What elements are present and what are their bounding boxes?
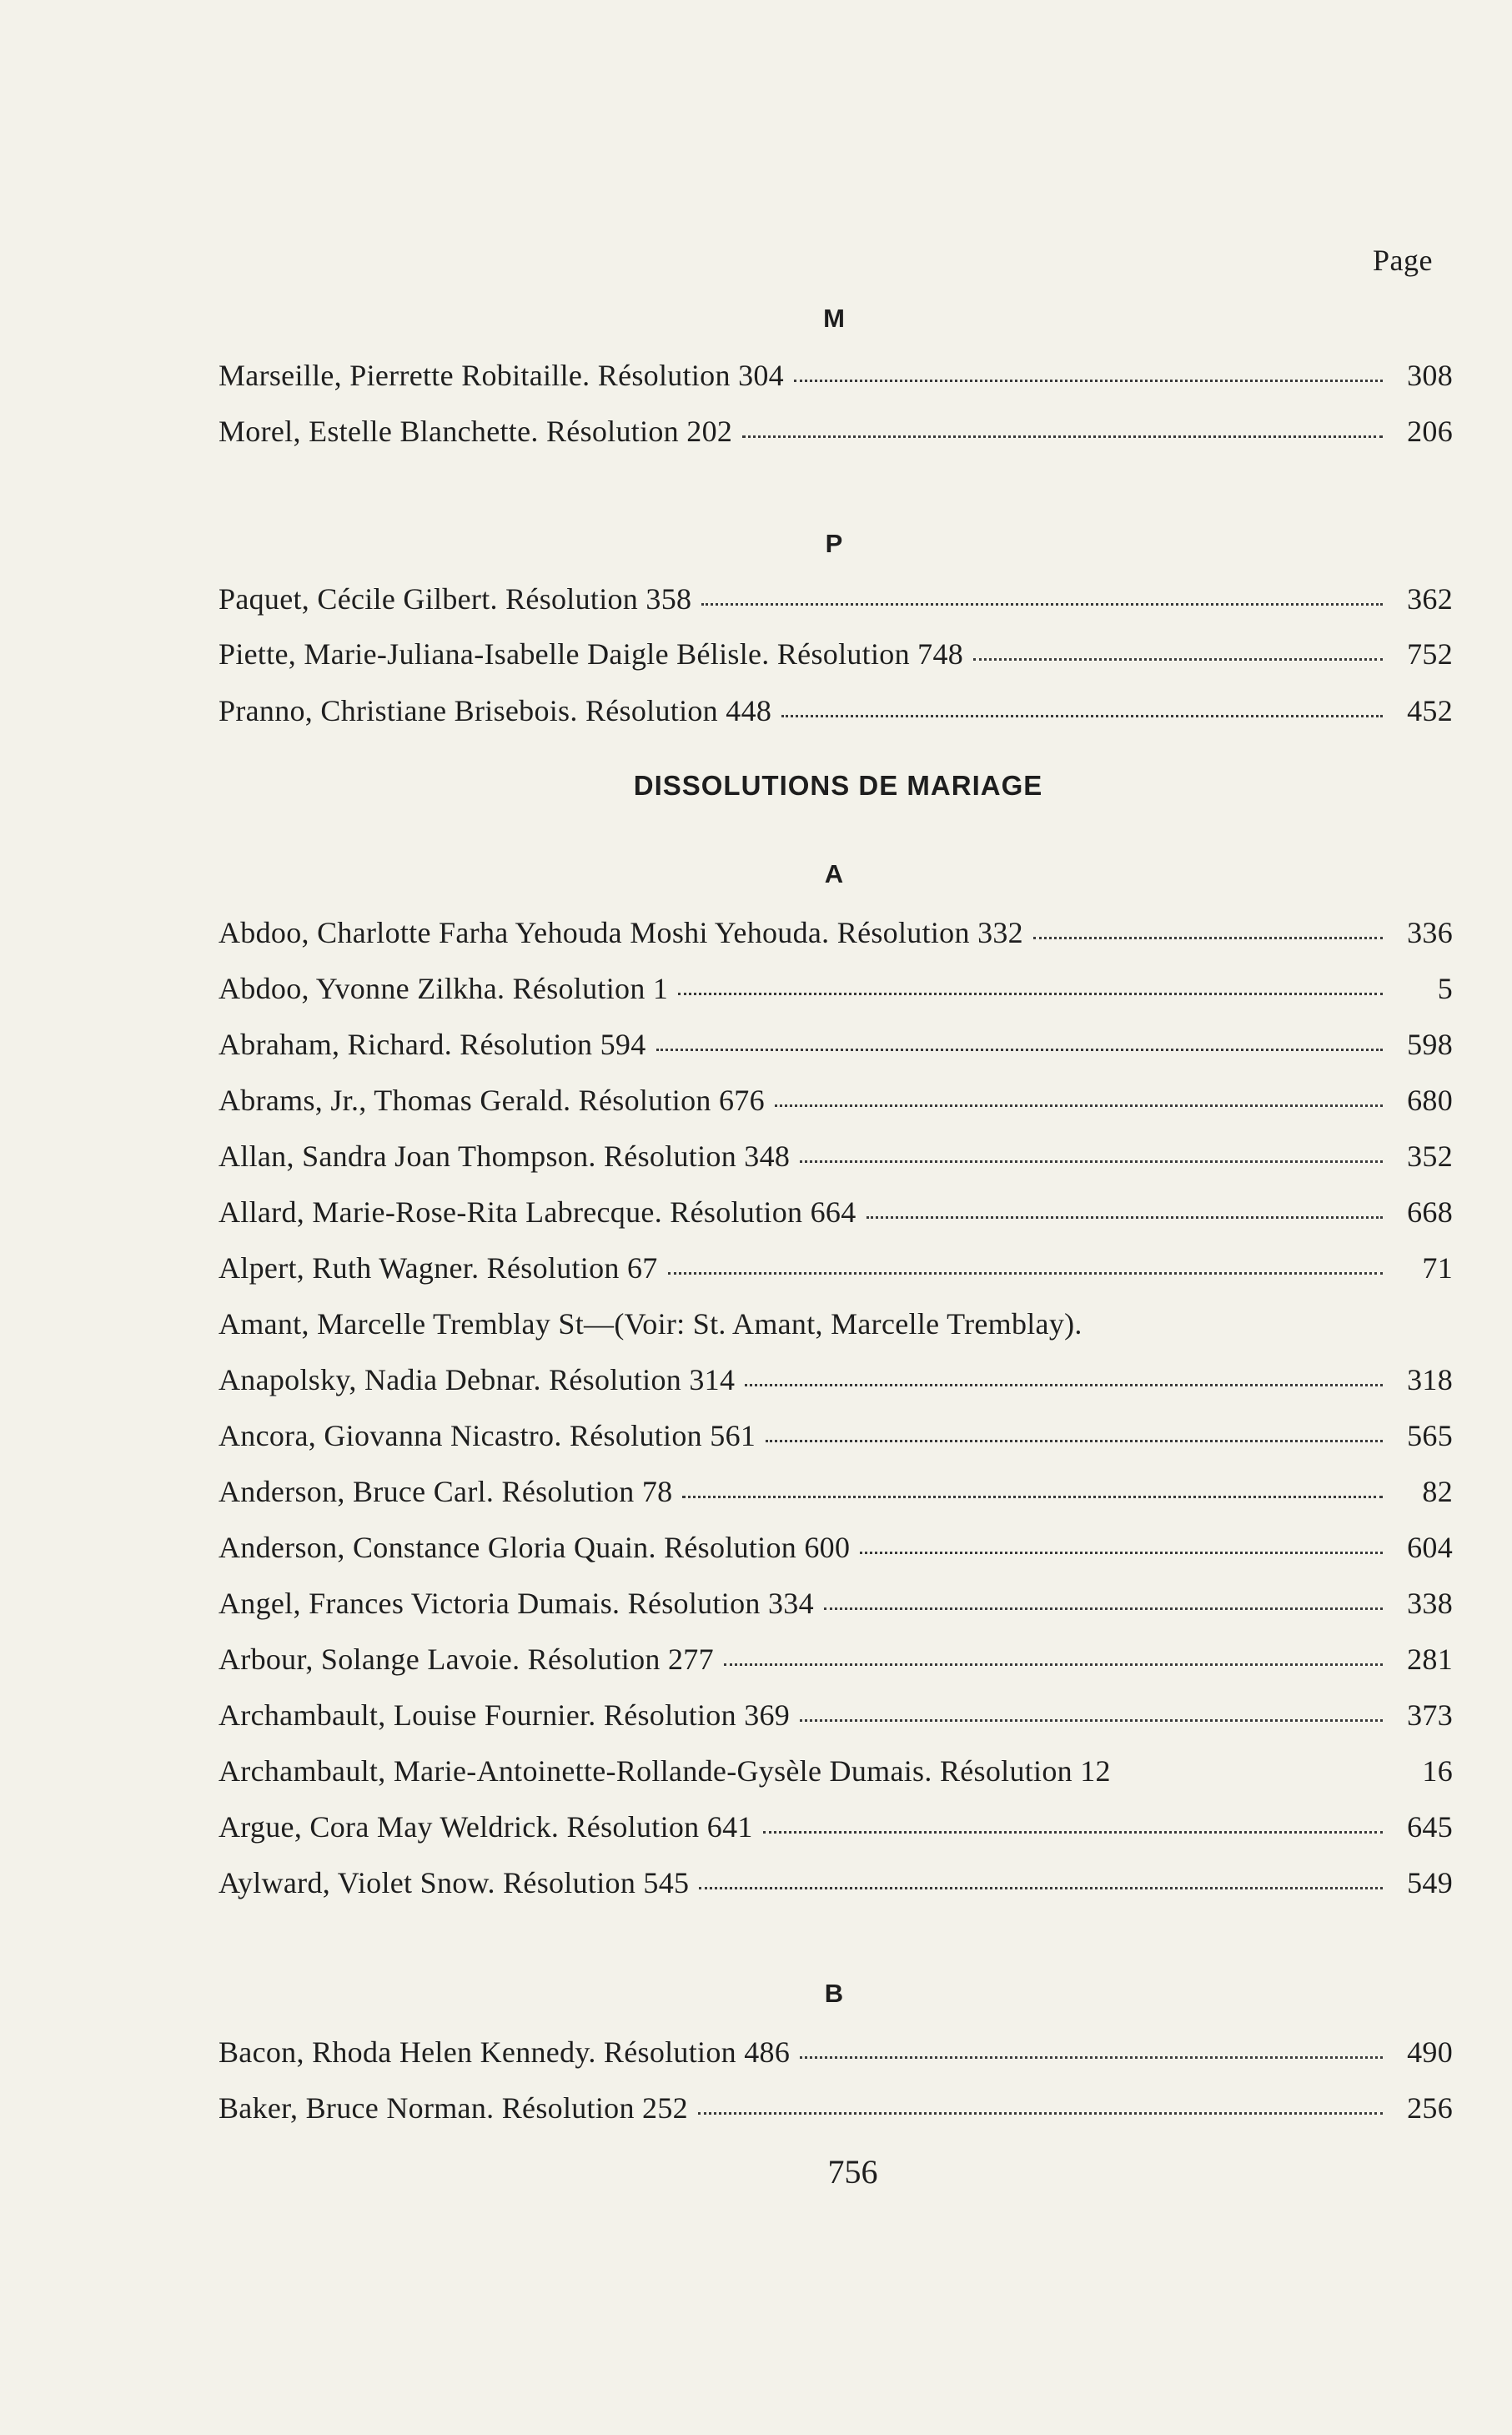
entry-name: Amant, Marcelle Tremblay St—(Voir: St. Amant, Marcelle Tremblay). [219, 1307, 1083, 1341]
entry-page-number: 71 [1422, 1251, 1453, 1285]
dot-leader [781, 715, 1383, 717]
entry-name: Arbour, Solange Lavoie. Résolution 277 [219, 1643, 714, 1676]
entry-name: Marseille, Pierrette Robitaille. Résolution 304 [219, 359, 784, 392]
index-entry [219, 1019, 1453, 1069]
dot-leader [775, 1104, 1383, 1107]
dot-leader [973, 658, 1383, 661]
dot-leader [800, 1160, 1383, 1163]
dot-leader [656, 1049, 1383, 1051]
entry-page-number: 5 [1437, 972, 1453, 1005]
dot-leader [763, 1831, 1383, 1834]
section-letter-p: P [825, 529, 843, 558]
dot-leader [1033, 937, 1383, 939]
entry-name: Allard, Marie-Rose-Rita Labrecque. Résolution 664 [219, 1195, 856, 1229]
dot-leader [668, 1272, 1383, 1275]
index-entry [219, 1858, 1453, 1908]
entry-name: Paquet, Cécile Gilbert. Résolution 358 [219, 582, 692, 616]
entry-page-number: 256 [1407, 2091, 1453, 2125]
index-entry [219, 406, 1453, 456]
entry-page-number: 490 [1407, 2035, 1453, 2069]
dot-leader [745, 1384, 1383, 1386]
entry-page-number: 604 [1407, 1531, 1453, 1564]
dot-leader [682, 1496, 1383, 1498]
dot-leader [860, 1552, 1383, 1554]
entry-page-number: 565 [1407, 1419, 1453, 1452]
index-entry [219, 1634, 1453, 1684]
index-entry [219, 963, 1453, 1014]
section-letter-a: A [824, 859, 844, 888]
entry-name: Abraham, Richard. Résolution 594 [219, 1028, 646, 1061]
index-entry [219, 629, 1453, 679]
dot-leader [800, 1719, 1383, 1722]
entry-name: Abdoo, Charlotte Farha Yehouda Moshi Yehouda. Résolution 332 [219, 916, 1023, 949]
entry-name: Anderson, Bruce Carl. Résolution 78 [219, 1475, 673, 1508]
index-entry [219, 1075, 1453, 1125]
dot-leader [800, 2056, 1383, 2059]
dot-leader [698, 2112, 1383, 2115]
entry-name: Piette, Marie-Juliana-Isabelle Daigle Bélisle. Résolution 748 [219, 637, 964, 671]
index-entry [219, 1467, 1453, 1517]
index-entry [219, 2027, 1453, 2077]
entry-page-number: 338 [1407, 1587, 1453, 1620]
entry-page-number: 362 [1407, 582, 1453, 616]
index-entry [219, 1131, 1453, 1181]
entry-page-number: 308 [1407, 359, 1453, 392]
entry-page-number: 752 [1407, 637, 1453, 671]
dot-leader [678, 993, 1383, 995]
index-entry [219, 1746, 1453, 1796]
index-entry [219, 908, 1453, 958]
index-cross-reference [219, 1299, 1453, 1349]
entry-name: Bacon, Rhoda Helen Kennedy. Résolution 486 [219, 2035, 791, 2069]
entry-name: Argue, Cora May Weldrick. Résolution 641 [219, 1810, 753, 1844]
entry-page-number: 680 [1407, 1084, 1453, 1117]
index-entry [219, 1187, 1453, 1237]
entry-name: Archambault, Marie-Antoinette-Rollande-Gysèle Dumais. Résolution 12 [219, 1754, 1111, 1788]
entry-name: Anapolsky, Nadia Debnar. Résolution 314 [219, 1363, 736, 1396]
entry-name: Morel, Estelle Blanchette. Résolution 202 [219, 415, 733, 448]
entry-name: Aylward, Violet Snow. Résolution 545 [219, 1866, 690, 1899]
entry-name: Pranno, Christiane Brisebois. Résolution 448 [219, 694, 772, 727]
index-entry [219, 1411, 1453, 1461]
index-entry [219, 350, 1453, 400]
dot-leader [824, 1607, 1383, 1610]
dot-leader [742, 435, 1383, 438]
section-letter-b: B [824, 1979, 844, 2008]
entry-page-number: 549 [1407, 1866, 1453, 1899]
index-entry [219, 1243, 1453, 1293]
entry-name: Abdoo, Yvonne Zilkha. Résolution 1 [219, 972, 669, 1005]
entry-page-number: 82 [1422, 1475, 1453, 1508]
dot-leader [867, 1216, 1384, 1219]
dot-leader [794, 380, 1383, 382]
entry-page-number: 16 [1422, 1754, 1453, 1788]
entry-name: Angel, Frances Victoria Dumais. Résolution 334 [219, 1587, 814, 1620]
entry-page-number: 373 [1407, 1698, 1453, 1732]
entry-page-number: 452 [1407, 694, 1453, 727]
entry-name: Alpert, Ruth Wagner. Résolution 67 [219, 1251, 658, 1285]
entry-page-number: 598 [1407, 1028, 1453, 1061]
index-entry [219, 1690, 1453, 1740]
entry-name: Archambault, Louise Fournier. Résolution 369 [219, 1698, 791, 1732]
entry-name: Abrams, Jr., Thomas Gerald. Résolution 676 [219, 1084, 765, 1117]
index-entry [219, 2083, 1453, 2133]
index-entry [219, 1522, 1453, 1572]
entry-name: Ancora, Giovanna Nicastro. Résolution 561 [219, 1419, 756, 1452]
entry-name: Anderson, Constance Gloria Quain. Résolution 600 [219, 1531, 851, 1564]
entry-page-number: 668 [1407, 1195, 1453, 1229]
section-letter-m: M [823, 304, 845, 333]
dot-leader [724, 1663, 1383, 1666]
entry-page-number: 645 [1407, 1810, 1453, 1844]
entry-page-number: 336 [1407, 916, 1453, 949]
page-column-label: Page [1373, 244, 1433, 277]
entry-page-number: 281 [1407, 1643, 1453, 1676]
index-entry [219, 574, 1453, 624]
index-entry [219, 1802, 1453, 1852]
dot-leader [766, 1440, 1383, 1442]
dot-leader [699, 1887, 1383, 1889]
dot-leader [701, 603, 1383, 606]
entry-page-number: 318 [1407, 1363, 1453, 1396]
entry-name: Allan, Sandra Joan Thompson. Résolution 348 [219, 1140, 791, 1173]
page-number: 756 [827, 2153, 878, 2191]
section-heading-dissolutions: DISSOLUTIONS DE MARIAGE [633, 770, 1043, 801]
index-entry [219, 1578, 1453, 1628]
entry-name: Baker, Bruce Norman. Résolution 252 [219, 2091, 688, 2125]
entry-page-number: 352 [1407, 1140, 1453, 1173]
index-entry [219, 686, 1453, 736]
index-entry [219, 1355, 1453, 1405]
entry-page-number: 206 [1407, 415, 1453, 448]
